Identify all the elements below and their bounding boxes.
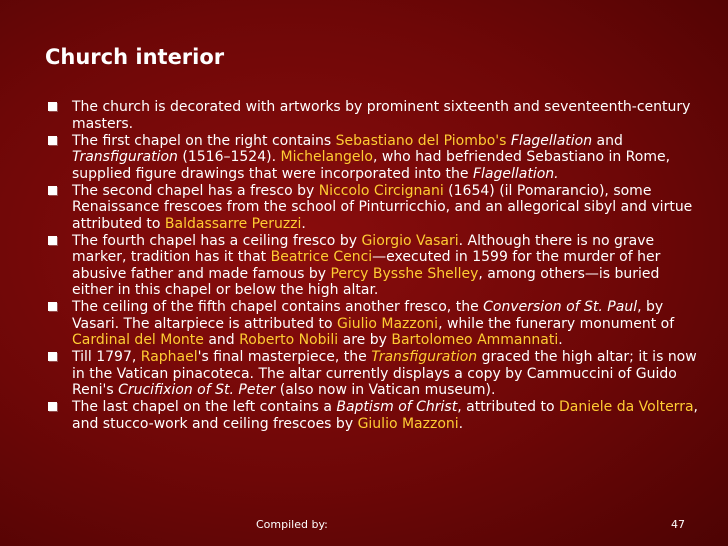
italic-text: Transfiguration [72,149,178,165]
text-run: (1516–1524). [177,149,281,165]
text-run: . [301,215,306,232]
italic-text: Conversion of St. Paul [483,299,638,315]
hyperlink[interactable]: Giorgio Vasari [361,232,459,249]
text-run: The last chapel on the left contains a [72,399,337,415]
bullet-item [48,183,698,233]
bullet-item [48,233,698,299]
square-bullet-icon [48,102,58,112]
bullet-item [48,399,698,432]
text-run: , attributed to [457,399,560,415]
text-run: . [458,415,464,432]
text-run: , while the funerary monument of [438,315,675,332]
text-run: and [592,132,623,149]
hyperlink[interactable]: Daniele da Volterra [559,399,694,415]
text-run: Till 1797, [72,349,141,365]
bullet-text [72,349,697,398]
footer-compiled-by: Compiled by: [256,518,328,531]
bullet-item [48,349,698,399]
text-run: are by [338,332,392,348]
bullet-text [72,299,674,348]
text-run: . [558,332,563,348]
hyperlink[interactable]: Cardinal del Monte [72,332,204,348]
square-bullet-icon [48,136,58,146]
italic-text: Baptism of Christ [336,399,458,415]
bullet-text [72,99,690,132]
hyperlink[interactable]: Raphael [140,349,198,365]
bullet-item [48,133,698,183]
hyperlink[interactable]: Baldassarre Peruzzi [164,215,302,232]
text-run: , who had befriended Sebastiano in Rome, supplied figure drawings that were incorporated into the [72,149,671,182]
hyperlink[interactable]: Transfiguration [371,349,478,365]
hyperlink[interactable]: Niccolo Circignani [318,182,444,199]
text-run: The ceiling of the fifth chapel contains another fresco, the [72,299,484,315]
hyperlink[interactable]: Roberto Nobili [239,332,339,348]
hyperlink[interactable]: Michelangelo [280,149,373,165]
bullet-list [48,99,698,433]
text-run: graced the high altar; it is now in the Vatican pinacoteca. The altar currently displays a copy by Cammuccini of Guido Reni's [72,349,697,398]
text-run: (also now in Vatican museum). [275,382,496,398]
text-run: . Although there is no grave marker, tradition has it that [72,232,655,265]
hyperlink[interactable]: Bartolomeo Ammannati [391,332,559,348]
hyperlink[interactable]: Giulio Mazzoni [336,315,439,332]
text-run: The church is decorated with artworks by prominent sixteenth and seventeenth-century masters. [72,99,691,132]
slide-number: 47 [671,518,685,531]
hyperlink[interactable]: Sebastiano del Piombo's [335,132,507,149]
text-run: The first chapel on the right contains [72,132,336,149]
bullet-item [48,299,698,349]
text-run: and [203,332,240,348]
hyperlink[interactable]: Beatrice Cenci [270,249,373,265]
hyperlink[interactable]: Giulio Mazzoni [357,415,459,432]
text-run: —executed in 1599 for the murder of her abusive father and made famous by [72,249,661,282]
slide-title: Church interior [45,45,225,69]
italic-text: Crucifixion of St. Peter [118,382,276,398]
square-bullet-icon [48,402,58,412]
square-bullet-icon [48,186,58,196]
italic-text: Flagellation. [472,165,559,182]
text-run: , by Vasari. The altarpiece is attributed to [72,299,664,332]
hyperlink[interactable]: Percy Bysshe Shelley [330,265,479,282]
bullet-item [48,99,698,132]
bullet-text [72,399,698,432]
text-run: , and stucco-work and ceiling frescoes by [72,399,698,432]
text-run: The second chapel has a fresco by [72,182,319,199]
bullet-text [72,183,692,232]
bullet-text [72,233,660,299]
text-run: , among others—is buried either in this chapel or below the high altar. [72,265,660,298]
text-run: (1654) (il Pomarancio), some Renaissance frescoes from the school of Pinturricchio, and an allegorical sibyl and virtue attributed to [72,182,693,232]
text-run: The fourth chapel has a ceiling fresco by [72,232,362,249]
square-bullet-icon [48,302,58,312]
square-bullet-icon [48,236,58,246]
italic-text: Flagellation [510,132,593,149]
square-bullet-icon [48,352,58,362]
bullet-text [72,133,670,182]
text-run: 's final masterpiece, the [197,349,372,365]
